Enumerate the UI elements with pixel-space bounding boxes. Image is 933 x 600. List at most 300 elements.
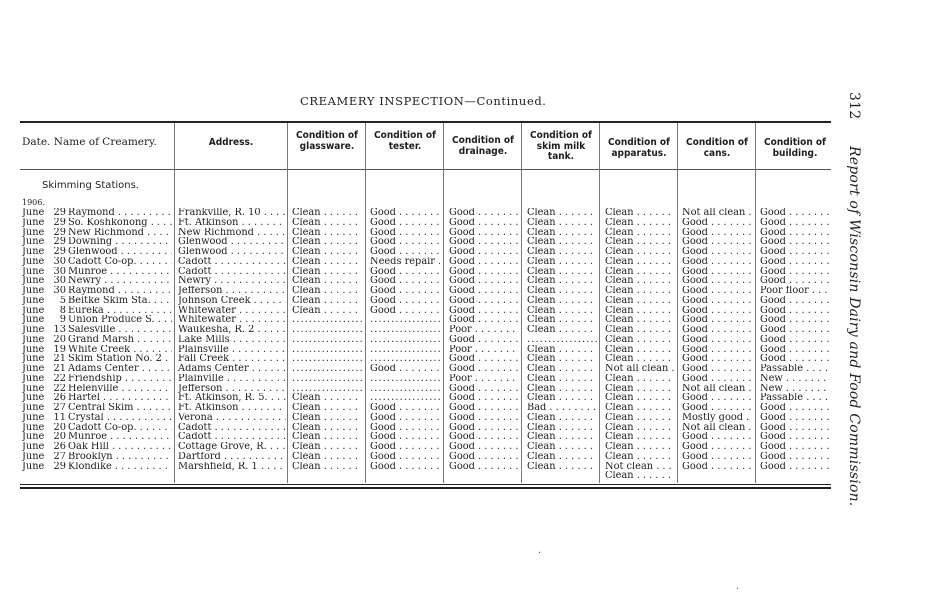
cell-month: June xyxy=(22,344,45,355)
cell-day: 13 xyxy=(53,325,66,335)
cell-apparatus: Not clean . . . xyxy=(605,462,675,472)
cell-drainage: Good . . . xyxy=(449,462,519,472)
cell-address: Ft. Atkinson, R. 5. . . . xyxy=(178,393,286,403)
cell-day: 29 xyxy=(53,237,66,248)
cell-address: Cadott . . . xyxy=(178,423,286,433)
cell-address: Frankville, R. 10 . . . xyxy=(178,208,286,218)
cell-creamery: Oak Hill . . . xyxy=(68,442,172,452)
side-running-head xyxy=(846,92,862,506)
cell-day: 30 xyxy=(53,286,66,296)
cell-building: Good . . . xyxy=(760,315,830,325)
cell-building: Good . . . xyxy=(760,257,830,267)
cell-month: June xyxy=(22,315,45,326)
cell-creamery: Munroe . . . xyxy=(68,432,172,442)
cell-address: Cadott . . . xyxy=(178,257,286,267)
cell-glassware: Clean . . . xyxy=(292,296,362,306)
cell-month: June xyxy=(22,208,45,218)
cell-month: June xyxy=(22,422,45,433)
cell-address: Whitewater . . . xyxy=(178,306,286,316)
cell-skim: Clean . . . xyxy=(527,462,597,472)
cell-tester: Good . . . xyxy=(370,286,440,296)
cell-glassware: Clean . . . xyxy=(292,432,362,442)
cell-address: Adams Center . . . xyxy=(178,364,286,374)
cell-apparatus: Clean . . . xyxy=(605,423,675,433)
cell-cans: Good . . . xyxy=(682,325,752,335)
cell-building: Good . . . xyxy=(760,306,830,316)
cell-apparatus: Clean . . . xyxy=(605,257,675,267)
cell-skim: Clean . . . xyxy=(527,228,597,238)
cell-address: Ft. Atkinson . . . xyxy=(178,403,286,413)
cell-address: Jefferson . . . xyxy=(178,384,286,394)
cell-day: 29 xyxy=(53,247,66,257)
cell-building: Good . . . xyxy=(760,354,830,364)
cell-skim: Clean . . . xyxy=(527,442,597,452)
cell-glassware: Clean . . . xyxy=(292,228,362,238)
cell-day: 22 xyxy=(53,383,66,394)
cell-address: Glenwood . . . xyxy=(178,247,286,257)
cell-day: 30 xyxy=(53,256,66,267)
cell-apparatus: Clean . . . xyxy=(605,286,675,296)
header-building xyxy=(756,138,834,159)
cell-address: Waukesha, R. 2 . . . xyxy=(178,325,286,335)
cell-month: June xyxy=(22,325,45,335)
cell-drainage: Good . . . xyxy=(449,286,519,296)
cell-month: June xyxy=(22,286,45,296)
cell-drainage: Good . . . xyxy=(449,384,519,394)
cell-drainage: Good . . . xyxy=(449,403,519,413)
cell-glassware: Clean . . . xyxy=(292,218,362,228)
cell-building: Good . . . xyxy=(760,228,830,238)
cell-tester: Good . . . xyxy=(370,237,440,247)
cell-tester xyxy=(370,325,440,335)
table-bottom-rule-thick xyxy=(20,487,831,489)
cell-drainage: Poor . . . xyxy=(449,345,519,355)
header-line: Condition of xyxy=(530,130,592,141)
header-line: Condition of xyxy=(764,137,826,148)
cell-glassware xyxy=(292,364,362,374)
cell-apparatus: Clean . . . xyxy=(605,267,675,277)
cell-day: 27 xyxy=(53,451,66,462)
header-address: Address. xyxy=(208,137,254,148)
header-line: apparatus. xyxy=(611,147,667,159)
cell-tester: Good . . . xyxy=(370,423,440,433)
cell-skim: Clean . . . xyxy=(527,413,597,423)
header-line: drainage. xyxy=(458,145,508,157)
cell-skim: Clean . . . xyxy=(527,364,597,374)
cell-apparatus: Clean . . . xyxy=(605,296,675,306)
cell-tester: Good . . . xyxy=(370,306,440,316)
cell-creamery: Central Skim . . . xyxy=(68,403,172,413)
cell-glassware xyxy=(292,315,362,325)
cell-address: Ft. Atkinson . . . xyxy=(178,218,286,228)
cell-cans: Good . . . xyxy=(682,345,752,355)
cell-skim: Bad . . . xyxy=(527,403,597,413)
column-divider xyxy=(521,123,522,483)
cell-day: 20 xyxy=(53,334,66,345)
cell-building: New . . . xyxy=(760,374,830,384)
cell-cans: Not all clean . . . xyxy=(682,208,752,218)
cell-creamery: Helenville . . . xyxy=(68,384,172,394)
cell-creamery: Raymond . . . xyxy=(68,286,172,296)
cell-tester: Good . . . xyxy=(370,208,440,218)
cell-tester: Good . . . xyxy=(370,276,440,286)
cell-creamery: Crystal . . . xyxy=(68,413,172,423)
cell-glassware: Clean . . . xyxy=(292,208,362,218)
cell-address: Cadott . . . xyxy=(178,432,286,442)
column-divider xyxy=(174,123,175,483)
cell-building: Good . . . xyxy=(760,218,830,228)
cell-apparatus: Clean . . . xyxy=(605,403,675,413)
cell-skim: Clean . . . xyxy=(527,384,597,394)
cell-month: June xyxy=(22,393,45,404)
cell-cans: Good . . . xyxy=(682,276,752,286)
header-skim xyxy=(522,131,600,163)
cell-building: Good . . . xyxy=(760,345,830,355)
cell-cans: Good . . . xyxy=(682,462,752,472)
cell-drainage: Good . . . xyxy=(449,442,519,452)
cell-building: Good . . . xyxy=(760,413,830,423)
scan-mark: · xyxy=(538,548,542,559)
cell-skim: Clean . . . xyxy=(527,218,597,228)
cell-building: Passable . . . xyxy=(760,393,830,403)
cell-skim: Clean . . . xyxy=(527,452,597,462)
cell-address: Plainville . . . xyxy=(178,374,286,384)
page-title: CREAMERY INSPECTION—Continued. xyxy=(300,94,547,108)
cell-month: June xyxy=(22,247,45,257)
cell-glassware: Clean . . . xyxy=(292,257,362,267)
cell-address: Marshfield, R. 1 . . . xyxy=(178,462,286,472)
cell-glassware xyxy=(292,325,362,335)
cell-day: 27 xyxy=(53,403,66,413)
cell-apparatus: Clean . . . xyxy=(605,413,675,423)
cell-drainage: Good . . . xyxy=(449,413,519,423)
cell-cans: Good . . . xyxy=(682,315,752,325)
cell-month: June xyxy=(22,432,45,443)
cell-creamery: Union Produce S. . . . xyxy=(68,315,172,325)
cell-glassware: Clean . . . xyxy=(292,393,362,403)
cell-day: 29 xyxy=(53,217,66,228)
cell-cans: Not all clean . . . xyxy=(682,384,752,394)
cell-cans: Good . . . xyxy=(682,218,752,228)
cell-glassware: Clean . . . xyxy=(292,452,362,462)
header-line: Condition of xyxy=(686,137,748,148)
cell-skim: Clean . . . xyxy=(527,237,597,247)
header-line: Condition of xyxy=(296,130,358,141)
cell-drainage: Good . . . xyxy=(449,228,519,238)
cell-skim: Clean . . . xyxy=(527,296,597,306)
cell-building: Good . . . xyxy=(760,452,830,462)
cell-cans: Good . . . xyxy=(682,354,752,364)
cell-creamery: Skim Station No. 2 . . . xyxy=(68,354,172,364)
cell-drainage: Good . . . xyxy=(449,315,519,325)
cell-address: Johnson Creek . . . xyxy=(178,296,286,306)
cell-address: Dartford . . . xyxy=(178,452,286,462)
cell-skim: Clean . . . xyxy=(527,432,597,442)
cell-month: June xyxy=(22,461,45,472)
cell-cans: Good . . . xyxy=(682,306,752,316)
cell-month: June xyxy=(22,276,45,287)
cell-apparatus: Clean . . . xyxy=(605,374,675,384)
cell-cans: Good . . . xyxy=(682,335,752,345)
cell-skim: Clean . . . xyxy=(527,325,597,335)
cell-tester: Good . . . xyxy=(370,247,440,257)
cell-creamery: Grand Marsh . . . xyxy=(68,335,172,345)
cell-glassware xyxy=(292,335,362,345)
cell-glassware: Clean . . . xyxy=(292,286,362,296)
cell-cans: Good . . . xyxy=(682,247,752,257)
header-name: Name of Creamery. xyxy=(53,136,157,148)
cell-day: 20 xyxy=(53,422,66,433)
cell-building: Good . . . xyxy=(760,335,830,345)
cell-drainage: Good . . . xyxy=(449,364,519,374)
cell-drainage: Good . . . xyxy=(449,354,519,364)
cell-apparatus: Clean . . . xyxy=(605,306,675,316)
cell-creamery: Cadott Co-op. . . . xyxy=(68,423,172,433)
cell-skim: Clean . . . xyxy=(527,257,597,267)
cell-tester: Good . . . xyxy=(370,218,440,228)
cell-cans: Good . . . xyxy=(682,296,752,306)
cell-building: Good . . . xyxy=(760,432,830,442)
column-divider xyxy=(287,123,288,483)
cell-building: Good . . . xyxy=(760,276,830,286)
cell-month: June xyxy=(22,266,45,277)
side-title: Report of Wisconsin Dairy and Food Commission. xyxy=(846,145,862,507)
cell-creamery: Adams Center . . . xyxy=(68,364,172,374)
cell-month: June xyxy=(22,334,45,345)
cell-drainage: Good . . . xyxy=(449,267,519,277)
cell-cans: Good . . . xyxy=(682,374,752,384)
cell-day: 30 xyxy=(53,276,66,287)
cell-creamery: New Richmond . . . xyxy=(68,228,172,238)
header-cans xyxy=(678,138,756,159)
header-line: tester. xyxy=(388,140,422,152)
cell-creamery: Cadott Co-op. . . . xyxy=(68,257,172,267)
cell-cans: Good . . . xyxy=(682,393,752,403)
cell-apparatus: Clean . . . xyxy=(605,384,675,394)
cell-cans: Mostly good . . . xyxy=(682,413,752,423)
cell-address: New Richmond . . . xyxy=(178,228,286,238)
cell-cans: Good . . . xyxy=(682,237,752,247)
column-divider xyxy=(599,123,600,483)
cell-glassware xyxy=(292,384,362,394)
cell-building: Good . . . xyxy=(760,462,830,472)
cell-creamery: White Creek . . . xyxy=(68,345,172,355)
cell-month: June xyxy=(22,295,45,306)
cell-tester xyxy=(370,345,440,355)
cell-apparatus: Clean . . . xyxy=(605,471,675,481)
cell-tester xyxy=(370,384,440,394)
cell-day: 30 xyxy=(53,266,66,277)
cell-day: 21 xyxy=(53,364,66,374)
cell-skim: Clean . . . xyxy=(527,315,597,325)
cell-glassware: Clean . . . xyxy=(292,276,362,286)
cell-creamery: Beitke Skim Sta. . . . xyxy=(68,296,172,306)
cell-drainage: Good . . . xyxy=(449,218,519,228)
header-tester xyxy=(366,131,444,152)
cell-glassware: Clean . . . xyxy=(292,267,362,277)
cell-month: June xyxy=(22,217,45,228)
cell-day: 9 xyxy=(59,315,66,326)
cell-creamery: Brooklyn . . . xyxy=(68,452,172,462)
cell-building: Good . . . xyxy=(760,296,830,306)
cell-month: June xyxy=(22,383,45,394)
page-number: 312 xyxy=(846,92,862,120)
cell-skim: Clean . . . xyxy=(527,267,597,277)
cell-drainage: Good . . . xyxy=(449,432,519,442)
cell-skim: Clean . . . xyxy=(527,306,597,316)
cell-tester: Good . . . xyxy=(370,267,440,277)
cell-skim: Clean . . . xyxy=(527,374,597,384)
column-divider xyxy=(755,123,756,483)
cell-day: 26 xyxy=(53,393,66,404)
cell-month: June xyxy=(22,256,45,267)
cell-cans: Good . . . xyxy=(682,267,752,277)
cell-month: June xyxy=(22,364,45,374)
cell-month: June xyxy=(22,451,45,462)
cell-apparatus: Clean . . . xyxy=(605,276,675,286)
cell-tester xyxy=(370,335,440,345)
cell-day: 5 xyxy=(59,295,66,306)
header-line: Condition of xyxy=(374,130,436,141)
cell-skim: Clean . . . xyxy=(527,393,597,403)
cell-glassware xyxy=(292,345,362,355)
cell-creamery: Friendship . . . xyxy=(68,374,172,384)
cell-day: 29 xyxy=(53,227,66,238)
cell-tester: Good . . . xyxy=(370,452,440,462)
cell-day: 19 xyxy=(53,344,66,355)
cell-glassware: Clean . . . xyxy=(292,413,362,423)
scan-mark: · xyxy=(736,584,740,595)
cell-skim xyxy=(527,335,597,345)
cell-tester xyxy=(370,393,440,403)
cell-apparatus: Clean . . . xyxy=(605,335,675,345)
cell-address: Fall Creek . . . xyxy=(178,354,286,364)
cell-building: Good . . . xyxy=(760,442,830,452)
cell-creamery: Glenwood . . . xyxy=(68,247,172,257)
cell-drainage: Poor . . . xyxy=(449,325,519,335)
cell-address: Cottage Grove, R. . . . xyxy=(178,442,286,452)
cell-month: June xyxy=(22,305,45,316)
section-label: Skimming Stations. xyxy=(42,180,139,191)
cell-skim: Clean . . . xyxy=(527,247,597,257)
column-divider xyxy=(365,123,366,483)
cell-tester: Good . . . xyxy=(370,228,440,238)
cell-address: Glenwood . . . xyxy=(178,237,286,247)
cell-day: 26 xyxy=(53,442,66,452)
cell-month: June xyxy=(22,237,45,248)
cell-tester: Good . . . xyxy=(370,432,440,442)
cell-apparatus: Clean . . . xyxy=(605,442,675,452)
cell-apparatus: Clean . . . xyxy=(605,325,675,335)
cell-month: June xyxy=(22,403,45,413)
cell-cans: Good . . . xyxy=(682,442,752,452)
cell-month: June xyxy=(22,227,45,238)
cell-creamery: Salesville . . . xyxy=(68,325,172,335)
header-line: Condition of xyxy=(452,135,514,146)
cell-day: 8 xyxy=(59,305,66,316)
cell-tester: Good . . . xyxy=(370,442,440,452)
header-bottom-rule xyxy=(20,169,831,170)
cell-building: Good . . . xyxy=(760,423,830,433)
cell-creamery: So. Koshkonong . . . xyxy=(68,218,172,228)
cell-building: Good . . . xyxy=(760,237,830,247)
cell-address: Lake Mills . . . xyxy=(178,335,286,345)
cell-drainage: Good . . . xyxy=(449,306,519,316)
cell-tester: Good . . . xyxy=(370,364,440,374)
cell-day: 29 xyxy=(53,208,66,218)
cell-address: Jefferson . . . xyxy=(178,286,286,296)
cell-address: Verona . . . xyxy=(178,413,286,423)
cell-skim: Clean . . . xyxy=(527,208,597,218)
cell-tester: Good . . . xyxy=(370,462,440,472)
cell-creamery: Hartel . . . xyxy=(68,393,172,403)
cell-glassware: Clean . . . xyxy=(292,462,362,472)
header-line: tank. xyxy=(547,151,575,162)
cell-building: Good . . . xyxy=(760,247,830,257)
cell-drainage: Good . . . xyxy=(449,393,519,403)
cell-building: Good . . . xyxy=(760,267,830,277)
cell-apparatus: Not all clean . . . xyxy=(605,364,675,374)
column-divider xyxy=(443,123,444,483)
cell-building: Good . . . xyxy=(760,403,830,413)
cell-glassware: Clean . . . xyxy=(292,423,362,433)
header-line: skim milk xyxy=(536,140,586,152)
cell-creamery: Downing . . . xyxy=(68,237,172,247)
cell-address: Cadott . . . xyxy=(178,267,286,277)
cell-apparatus: Clean . . . xyxy=(605,315,675,325)
header-date-name xyxy=(22,137,174,148)
cell-creamery: Raymond . . . xyxy=(68,208,172,218)
cell-day: 22 xyxy=(53,373,66,384)
cell-skim: Clean . . . xyxy=(527,276,597,286)
cell-tester xyxy=(370,354,440,364)
cell-apparatus: Clean . . . xyxy=(605,237,675,247)
cell-address: Plainsville . . . xyxy=(178,345,286,355)
cell-glassware xyxy=(292,354,362,364)
header-drainage xyxy=(444,136,522,157)
cell-creamery: Klondike . . . xyxy=(68,462,172,472)
column-divider xyxy=(677,123,678,483)
cell-glassware: Clean . . . xyxy=(292,403,362,413)
cell-day: 20 xyxy=(53,432,66,443)
cell-drainage: Good . . . xyxy=(449,247,519,257)
cell-cans: Good . . . xyxy=(682,432,752,442)
cell-skim: Clean . . . xyxy=(527,354,597,364)
header-line: Condition of xyxy=(608,137,670,148)
cell-building: Good . . . xyxy=(760,325,830,335)
header-line: glassware. xyxy=(299,140,355,152)
cell-skim: Clean . . . xyxy=(527,423,597,433)
header-apparatus xyxy=(600,138,678,159)
cell-building: Passable . . . xyxy=(760,364,830,374)
header-glassware xyxy=(288,131,366,152)
cell-drainage: Good . . . xyxy=(449,423,519,433)
cell-day: 29 xyxy=(53,461,66,472)
cell-apparatus: Clean . . . xyxy=(605,228,675,238)
cell-address: Whitewater . . . xyxy=(178,315,286,325)
header-line: cans. xyxy=(703,147,731,159)
cell-cans: Good . . . xyxy=(682,286,752,296)
cell-tester: Good . . . xyxy=(370,413,440,423)
cell-tester: Good . . . xyxy=(370,296,440,306)
cell-building: Good . . . xyxy=(760,208,830,218)
header-date: Date. xyxy=(22,136,51,148)
cell-cans: Not all clean . . . xyxy=(682,423,752,433)
cell-drainage: Good . . . xyxy=(449,276,519,286)
cell-drainage: Good . . . xyxy=(449,335,519,345)
cell-apparatus: Clean . . . xyxy=(605,354,675,364)
cell-building: Poor floor . . . xyxy=(760,286,830,296)
